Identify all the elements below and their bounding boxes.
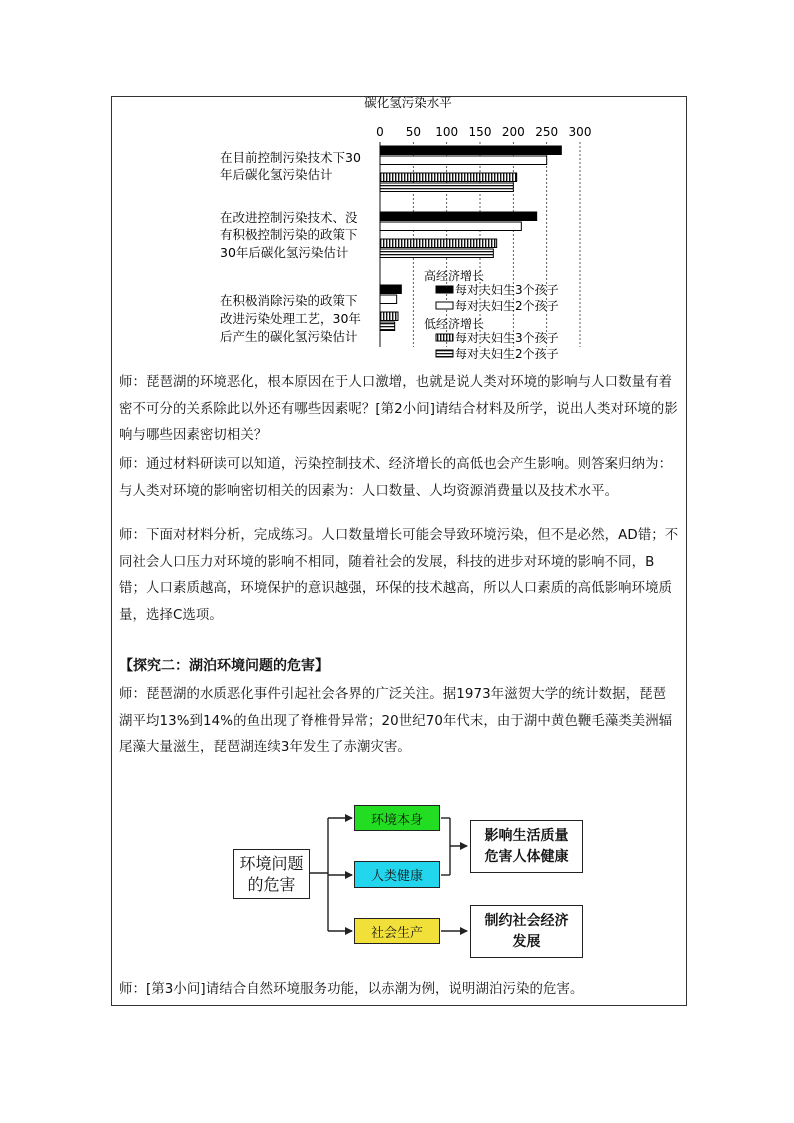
category-label: 在积极消除污染的政策下 xyxy=(220,293,358,308)
section-heading: 【探究二：湖泊环境问题的危害】 xyxy=(119,658,329,674)
x-tick-label: 200 xyxy=(501,125,525,139)
result1-line-1: 影响生活质量 xyxy=(484,827,569,844)
result-social-economy xyxy=(470,905,583,958)
legend-s3: 每对夫妇生3个孩子 xyxy=(455,331,559,345)
x-tick-label: 0 xyxy=(376,125,384,139)
x-tick-label: 50 xyxy=(405,125,421,139)
node-human-health: 人类健康 xyxy=(354,861,440,888)
category-label: 改进污染处理工艺，30年 xyxy=(220,311,361,326)
category-label: 30年后碳化氢污染估计 xyxy=(220,245,349,260)
root-line-2: 的危害 xyxy=(247,875,296,894)
node-social-production: 社会生产 xyxy=(354,918,440,944)
x-tick-label: 150 xyxy=(468,125,492,139)
category-label: 有积极控制污染的政策下 xyxy=(220,227,358,242)
result1-line-2: 危害人体健康 xyxy=(484,848,569,865)
root-line-1: 环境问题 xyxy=(239,854,304,873)
x-tick-label: 100 xyxy=(435,125,459,139)
result2-line-2: 发展 xyxy=(512,933,541,950)
category-label: 后产生的碳化氢污染估计 xyxy=(220,329,358,344)
legend-s1: 每对夫妇生3个孩子 xyxy=(455,283,559,297)
node-environment-itself: 环境本身 xyxy=(354,805,440,831)
category-label: 在改进控制污染技术、没 xyxy=(220,210,358,225)
paragraph-3: 师：下面对材料分析，完成练习。人口数量增长可能会导致环境污染，但不是必然，AD错；不同社会人口压力对环境的影响不相同，随着社会的发展，科技的进步对环境的影响不同，B错；人口素质越高，环境保护的意识越强，环保的技术越高，所以人口素质的高低影响环境质量，选择C选项。 xyxy=(119,528,679,623)
category-label: 在目前控制污染技术下30 xyxy=(220,150,361,165)
paragraph-2: 师：通过材料研读可以知道，污染控制技术、经济增长的高低也会产生影响。则答案归纳为：与人类对环境的影响密切相关的因素为：人口数量、人均资源消费量以及技术水平。 xyxy=(119,457,673,499)
legend-group-low: 低经济增长 xyxy=(424,317,485,331)
legend-group-high: 高经济增长 xyxy=(424,269,485,283)
paragraph-4: 师：琵琶湖的水质恶化事件引起社会各界的广泛关注。据1973年滋贺大学的统计数据，琵琶湖平均13%到14%的鱼出现了脊椎骨异常；20世纪70年代末，由于湖中黄色鞭毛藻类美洲辐尾藻大量滋生，琵琶湖连续3年发生了赤潮灾害。 xyxy=(119,687,673,755)
result-life-quality xyxy=(470,820,583,873)
legend-s2: 每对夫妇生2个孩子 xyxy=(455,299,559,313)
x-tick-label: 250 xyxy=(535,125,559,139)
chart-title: 碳化氢污染水平 xyxy=(364,95,452,110)
result2-line-1: 制约社会经济 xyxy=(484,912,569,929)
paragraph-5: 师：[第3小问]请结合自然环境服务功能，以赤潮为例，说明湖泊污染的危害。 xyxy=(119,982,584,997)
legend-s4: 每对夫妇生2个孩子 xyxy=(455,347,559,361)
category-label: 年后碳化氢污染估计 xyxy=(220,167,333,182)
paragraph-1: 师：琵琶湖的环境恶化，根本原因在于人口激增，也就是说人类对环境的影响与人口数量有着密不可分的关系除此以外还有哪些因素呢？[第2小问]请结合材料及所学，说出人类对环境的影响与哪些因素密切相关？ xyxy=(119,375,678,443)
diagram-root-node xyxy=(233,849,310,899)
x-tick-label: 300 xyxy=(568,125,592,139)
